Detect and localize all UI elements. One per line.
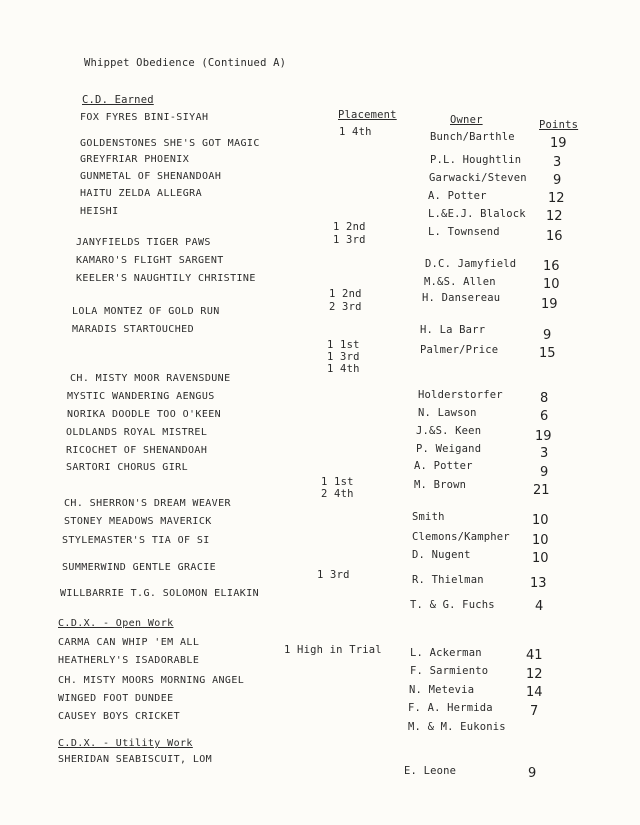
owner: Smith xyxy=(412,511,445,523)
placement-header: Placement xyxy=(338,109,397,121)
page-title: Whippet Obedience (Continued A) xyxy=(84,57,287,69)
dog-name: SARTORI CHORUS GIRL xyxy=(66,462,188,473)
points: 21 xyxy=(533,483,550,498)
points-header: Points xyxy=(539,119,579,131)
points: 10 xyxy=(532,533,549,548)
placement: 1 1st xyxy=(321,476,354,488)
points: 12 xyxy=(548,191,565,206)
owner: Garwacki/Steven xyxy=(429,172,527,184)
placement: 2 3rd xyxy=(329,301,362,313)
points: 9 xyxy=(543,328,552,343)
owner: M. & M. Eukonis xyxy=(408,721,506,733)
dog-name: KEELER'S NAUGHTILY CHRISTINE xyxy=(76,273,256,284)
points: 16 xyxy=(546,229,563,244)
owner: Holderstorfer xyxy=(418,389,503,401)
owner: N. Metevia xyxy=(409,684,475,696)
placement: 2 4th xyxy=(321,488,354,500)
dog-name: SHERIDAN SEABISCUIT, LOM xyxy=(58,754,213,765)
owner: R. Thielman xyxy=(412,574,484,586)
owner: A. Potter xyxy=(414,460,473,472)
points: 9 xyxy=(528,766,537,781)
points: 12 xyxy=(526,667,543,682)
owner: D.C. Jamyfield xyxy=(425,258,517,270)
dog-name: JANYFIELDS TIGER PAWS xyxy=(76,237,211,248)
owner: J.&S. Keen xyxy=(416,425,482,437)
placement: 1 4th xyxy=(339,126,372,138)
placement: 1 3rd xyxy=(317,569,350,581)
dog-name: HEATHERLY'S ISADORABLE xyxy=(58,655,200,666)
owner: T. & G. Fuchs xyxy=(410,599,495,611)
points: 4 xyxy=(535,599,544,614)
owner: N. Lawson xyxy=(418,407,477,419)
points: 14 xyxy=(526,685,543,700)
placement: 1 1st xyxy=(327,339,360,351)
points: 10 xyxy=(543,277,560,292)
dog-name: HAITU ZELDA ALLEGRA xyxy=(80,188,202,199)
owner: F. A. Hermida xyxy=(408,702,493,714)
dog-name: HEISHI xyxy=(80,206,119,217)
owner: H. La Barr xyxy=(420,324,486,336)
owner: M.&S. Allen xyxy=(424,276,496,288)
placement: 1 4th xyxy=(327,363,360,375)
points: 10 xyxy=(532,513,549,528)
owner: E. Leone xyxy=(404,765,457,777)
points: 19 xyxy=(535,429,552,444)
points: 19 xyxy=(550,136,567,151)
owner: D. Nugent xyxy=(412,549,471,561)
owner: Bunch/Barthle xyxy=(430,131,515,143)
dog-name: CH. SHERRON'S DREAM WEAVER xyxy=(64,498,231,509)
dog-name: OLDLANDS ROYAL MISTREL xyxy=(66,427,208,438)
owner-header: Owner xyxy=(450,114,483,126)
dog-name: KAMARO'S FLIGHT SARGENT xyxy=(76,255,224,266)
dog-name: GUNMETAL OF SHENANDOAH xyxy=(80,171,222,182)
owner: L.&E.J. Blalock xyxy=(428,208,526,220)
owner: P.L. Houghtlin xyxy=(430,154,522,166)
dog-name: STYLEMASTER'S TIA OF SI xyxy=(62,535,210,546)
points: 6 xyxy=(540,409,549,424)
placement: 1 2nd xyxy=(329,288,362,300)
owner: Clemons/Kampher xyxy=(412,531,510,543)
points: 12 xyxy=(546,209,563,224)
dog-name: GOLDENSTONES SHE'S GOT MAGIC xyxy=(80,138,260,149)
section-heading-cdx-open: C.D.X. - Open Work xyxy=(58,618,174,629)
points: 19 xyxy=(541,297,558,312)
owner: A. Potter xyxy=(428,190,487,202)
dog-name: CAUSEY BOYS CRICKET xyxy=(58,711,180,722)
dog-name: STONEY MEADOWS MAVERICK xyxy=(64,516,212,527)
dog-name: CARMA CAN WHIP 'EM ALL xyxy=(58,637,200,648)
dog-name: CH. MISTY MOORS MORNING ANGEL xyxy=(58,675,245,686)
dog-name: SUMMERWIND GENTLE GRACIE xyxy=(62,562,217,573)
owner: L. Ackerman xyxy=(410,647,482,659)
points: 9 xyxy=(553,173,562,188)
owner: H. Dansereau xyxy=(422,292,501,304)
points: 10 xyxy=(532,551,549,566)
dog-name: WINGED FOOT DUNDEE xyxy=(58,693,174,704)
owner: P. Weigand xyxy=(416,443,482,455)
points: 16 xyxy=(543,259,560,274)
points: 3 xyxy=(540,446,549,461)
placement: 1 2nd xyxy=(333,221,366,233)
points: 3 xyxy=(553,155,562,170)
points: 9 xyxy=(540,465,549,480)
dog-name: NORIKA DOODLE TOO O'KEEN xyxy=(67,409,222,420)
points: 13 xyxy=(530,576,547,591)
owner: Palmer/Price xyxy=(420,344,499,356)
owner: F. Sarmiento xyxy=(410,665,489,677)
placement: 1 3rd xyxy=(333,234,366,246)
section-heading-cd: C.D. Earned xyxy=(82,94,154,106)
dog-name: LOLA MONTEZ OF GOLD RUN xyxy=(72,306,220,317)
dog-name: FOX FYRES BINI-SIYAH xyxy=(80,112,209,123)
points: 8 xyxy=(540,391,549,406)
dog-name: CH. MISTY MOOR RAVENSDUNE xyxy=(70,373,231,384)
section-heading-cdx-utility: C.D.X. - Utility Work xyxy=(58,738,193,749)
dog-name: RICOCHET OF SHENANDOAH xyxy=(66,445,208,456)
placement: 1 High in Trial xyxy=(284,644,382,656)
dog-name: WILLBARRIE T.G. SOLOMON ELIAKIN xyxy=(60,588,260,599)
points: 41 xyxy=(526,648,543,663)
owner: M. Brown xyxy=(414,479,467,491)
points: 7 xyxy=(530,704,539,719)
dog-name: GREYFRIAR PHOENIX xyxy=(80,154,190,165)
points: 15 xyxy=(539,346,556,361)
placement: 1 3rd xyxy=(327,351,360,363)
dog-name: MARADIS STARTOUCHED xyxy=(72,324,194,335)
owner: L. Townsend xyxy=(428,226,500,238)
dog-name: MYSTIC WANDERING AENGUS xyxy=(67,391,215,402)
